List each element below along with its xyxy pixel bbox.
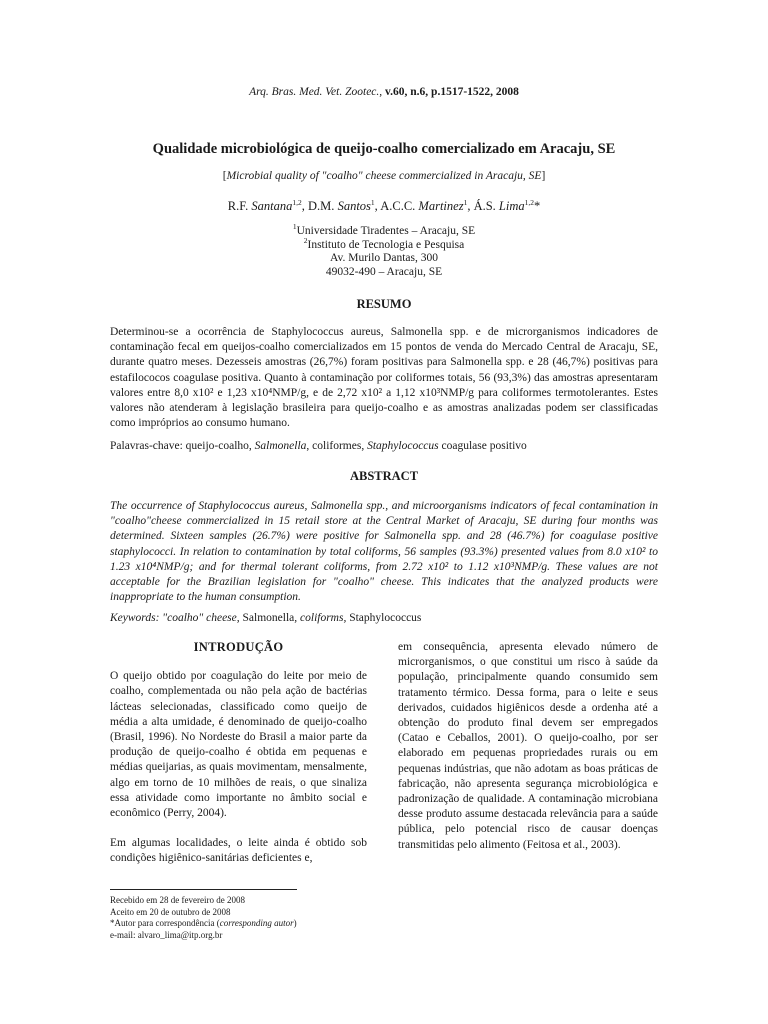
author-list [60, 199, 708, 214]
affiliation-1-text: Universidade Tiradentes – Aracaju, SE [296, 225, 476, 237]
keywords-pt-e: coagulase positivo [438, 440, 527, 452]
journal-header [0, 86, 768, 98]
author-separator: , [374, 199, 381, 213]
author-affiliation-marker: 1,2 [292, 197, 302, 207]
intro-paragraph-1: O queijo obtido por coagulação do leite por meio de coalho, complementada ou não pela ação de bactérias lácteas selecionadas, classificado como queijo de média a alta umidade, é denominado de queijo-coalho (Brasil, 1996). No Nordeste do Brasil a maior parte da produção de queijo-coalho é obtida em pequenas e médias queijarias, as quais movimentam, mensalmente, algo em torno de 10 milhões de reais, o que sinaliza essa atividade como importante no âmbito social e econômico (Perry, 2004). [110, 670, 367, 820]
keywords-en-b: Salmonella [242, 612, 295, 624]
footnote-corresponding-c: ) [293, 918, 297, 928]
keywords-pt-d: Staphylococcus [367, 440, 439, 452]
journal-volume: v.60, n.6, p.1517-1522, 2008 [385, 86, 519, 98]
author-3 [380, 199, 473, 213]
author-initials: R.F. [227, 199, 252, 213]
keywords-en [110, 611, 658, 626]
affiliations [60, 222, 708, 279]
affiliation-2 [60, 235, 708, 253]
keywords-pt-label: Palavras-chave: [110, 440, 186, 452]
keywords-pt [110, 439, 658, 454]
footnote-received: Recebido em 28 de fevereiro de 2008 [110, 895, 245, 905]
affiliation-1-marker: 1 [292, 222, 297, 232]
author-surname: Santos [337, 199, 371, 213]
author-affiliation-marker: 1 [370, 197, 375, 207]
footnote-email [110, 930, 410, 942]
affiliation-1 [60, 222, 708, 239]
footnotes [110, 895, 410, 941]
footnote-accepted: Aceito em 20 de outubro de 2008 [110, 906, 231, 917]
keywords-en-d: Staphylococcus [349, 612, 422, 624]
body-column-left [110, 640, 367, 882]
author-surname: Lima [498, 199, 525, 213]
keywords-pt-c: , coliformes, [306, 440, 368, 452]
address-line-1: Av. Murilo Dantas, 300 [330, 252, 438, 264]
body-column-right [398, 640, 658, 868]
keywords-en-c: , coliforms, [294, 612, 350, 624]
author-affiliation-marker: 1 [463, 197, 468, 207]
author-initials: D.M. [308, 199, 338, 213]
keywords-en-a: "coalho" cheese, [162, 612, 243, 624]
author-separator: * [534, 199, 541, 213]
keywords-pt-b: Salmonella [254, 440, 307, 452]
author-initials: A.C.C. [380, 199, 419, 213]
footnote-corresponding [110, 918, 410, 930]
author-4 [474, 199, 541, 213]
paper-title: Qualidade microbiológica de queijo-coalho comercializado em Aracaju, SE [152, 141, 616, 157]
author-1 [228, 199, 308, 213]
author-separator: , [467, 199, 474, 213]
footnote-email-label: e-mail: [110, 929, 138, 940]
journal-name: Arq. Bras. Med. Vet. Zootec., [249, 86, 383, 98]
intro-paragraph-3: em consequência, apresenta elevado número de microrganismos, o que constitui um risco à saúde da população, principalmente quando consumido sem tratamento térmico. Dessa forma, para o leite e seus derivados, cuidados higiênicos desde a ordenha até a obtenção do produto final devem ser empregados (Catao e Ceballos, 2001). O queijo-coalho, por ser elaborado em pequenas propriedades rurais ou em pequenas indústrias, que não adotam as boas práticas de fabricação, não apresenta segurança microbiológica e padronização de qualidade. A contaminação microbiana desse produto assume destacada relevância para a saúde pública, pelo potencial risco de causar doenças transmitidas pelo alimento (Feitosa et al., 2003). [398, 641, 658, 851]
author-initials: Á.S. [473, 199, 499, 213]
resumo-body: Determinou-se a ocorrência de Staphylococcus aureus, Salmonella spp. e de microrganismos indicadores de contaminação fecal em queijos-coalho comercializados em 15 pontos de venda do Mercado Central de Aracaju, SE, durante quatro meses. Dezesseis amostras (26,7%) foram positivas para Salmonella spp. e 28 (46,7%) positivas para estafilococos coagulase positiva. Quanto à contaminação por coliformes totais, 56 (93,3%) das amostras apresentaram valores entre 8,0 x10² e 1,23 x10⁴NMP/g, e de 2,72 x10² a 1,12 x10³NMP/g para coliformes termotolerantes. Estes valores não atenderam à legislação brasileira para queijo-coalho e as amostras analizadas podem ser classificadas como impróprios ao consumo humano. [110, 326, 658, 430]
author-surname: Martinez [418, 199, 464, 213]
keywords-en-label: Keywords: [110, 612, 163, 624]
footnote-corresponding-a: *Autor para correspondência ( [110, 918, 220, 928]
abstract-heading: ABSTRACT [349, 469, 419, 483]
address-line-2: 49032-490 – Aracaju, SE [325, 265, 443, 278]
intro-paragraph-2: Em algumas localidades, o leite ainda é obtido sob condições higiênico-sanitárias deficientes e, [110, 837, 367, 865]
author-2 [308, 199, 380, 213]
paper-subtitle: [Microbial quality of "coalho" cheese commercialized in Aracaju, SE] [222, 170, 546, 182]
keywords-pt-a: queijo-coalho, [185, 440, 255, 452]
resumo-heading: RESUMO [356, 297, 412, 311]
subtitle-text: Microbial quality of "coalho" cheese commercialized in Aracaju, SE [226, 170, 542, 182]
affiliation-2-marker: 2 [303, 235, 308, 245]
email-link[interactable]: alvaro_lima@itp.org.br [137, 929, 223, 940]
affiliation-2-text: Instituto de Tecnologia e Pesquisa [307, 238, 465, 251]
abstract-body: The occurrence of Staphylococcus aureus, Salmonella spp., and microorganisms indicators of fecal contamination in "coalho"cheese commercialized in 15 retail store at the Central Market of Aracaju, SE during four months was determined. Sixteen samples (26.7%) were positive for Salmonella spp. and 28 (46.7%) for coagulase positive staphylococci. In relation to contamination by total coliforms, 56 samples (93.3%) presented values from 8.0 x10² to 1.23 x10⁴NMP/g; and for thermal tolerant coliforms, from 2.72 x10² to 1.12 x10³NMP/g. These values are not acceptable for the Brazilian legislation for "coalho" cheese. This indicates that the analyzed products were inappropriate to the human consumption. [110, 500, 658, 604]
intro-heading: INTRODUÇÃO [193, 640, 284, 654]
footnote-divider [110, 889, 297, 890]
author-affiliation-marker: 1,2 [524, 197, 534, 207]
footnote-corresponding-b: corresponding autor [219, 918, 294, 928]
author-surname: Santana [251, 199, 293, 213]
author-separator: , [301, 199, 309, 213]
